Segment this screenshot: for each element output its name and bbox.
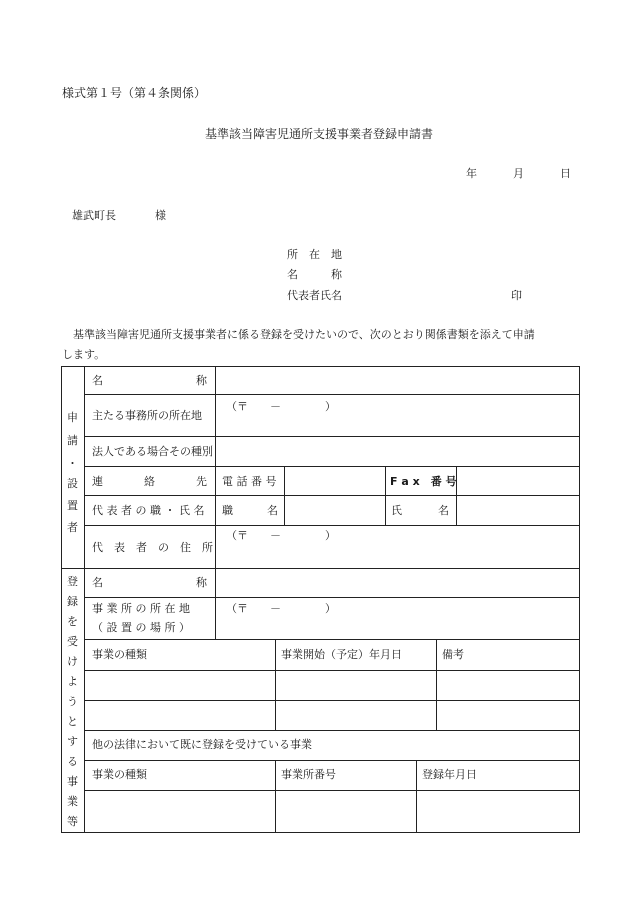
date-month-label: 月 [513,167,524,180]
person-name-label: 氏 名 [391,504,449,517]
section-business-label: 登 録 を 受 け よ う と す る 事 業 等 [67,575,78,828]
registration-date-header: 登録年月日 [422,768,477,781]
remarks-header: 備考 [442,648,464,661]
biz-type-header: 事業の種類 [92,648,147,661]
biz-location-label-2: （ 設 置 の 場 所 ） [92,621,190,634]
body-text-line-2: します。 [62,348,106,361]
date-day-label: 日 [560,167,571,180]
biz-location-label-1: 事 業 所 の 所 在 地 [92,602,190,615]
main-office-label: 主たる事務所の所在地 [92,409,202,422]
form-number: 様式第１号（第４条関係） [62,86,207,100]
phone-label: 電 話 番 号 [222,475,277,488]
date-year-label: 年 [466,167,477,180]
seal-label: 印 [511,289,522,302]
corp-type-label: 法人である場合その種別 [92,445,213,458]
page-title: 基準該当障害児通所支援事業者登録申請書 [205,127,434,141]
rep-address-label: 代 表 者 の 住 所 [92,541,213,554]
biz-start-header: 事業開始（予定）年月日 [281,648,402,661]
section-applicant-label: 申 請 ・ 設 置 者 [67,411,78,534]
biz-location-postal[interactable]: （〒 － ） [226,602,336,615]
addressee-honorific: 様 [155,209,166,222]
other-law-label: 他の法律において既に登録を受けている事業 [92,738,312,751]
applicant-name-label: 名 称 [287,268,342,281]
fax-label: F a x 番 号 [390,475,457,488]
biz-name-label: 名 称 [92,576,207,589]
position-label: 職 名 [222,504,278,517]
contact-label: 連 絡 先 [92,475,207,488]
main-office-postal[interactable]: （〒 － ） [226,400,336,413]
applicant-address-label: 所 在 地 [287,248,342,261]
other-type-header: 事業の種類 [92,768,147,781]
applicant-rep-label: 代表者氏名 [287,289,342,302]
rep-address-postal[interactable]: （〒 － ） [226,529,336,542]
office-number-header: 事業所番号 [281,768,336,781]
rep-title-name-label: 代 表 者 の 職 ・ 氏 名 [92,504,205,517]
body-text-line-1: 基準該当障害児通所支援事業者に係る登録を受けたいので、次のとおり関係書類を添えて申請 [62,328,535,341]
applicant-name-row-label: 名 称 [92,374,207,387]
addressee-name: 雄武町長 [72,209,116,222]
